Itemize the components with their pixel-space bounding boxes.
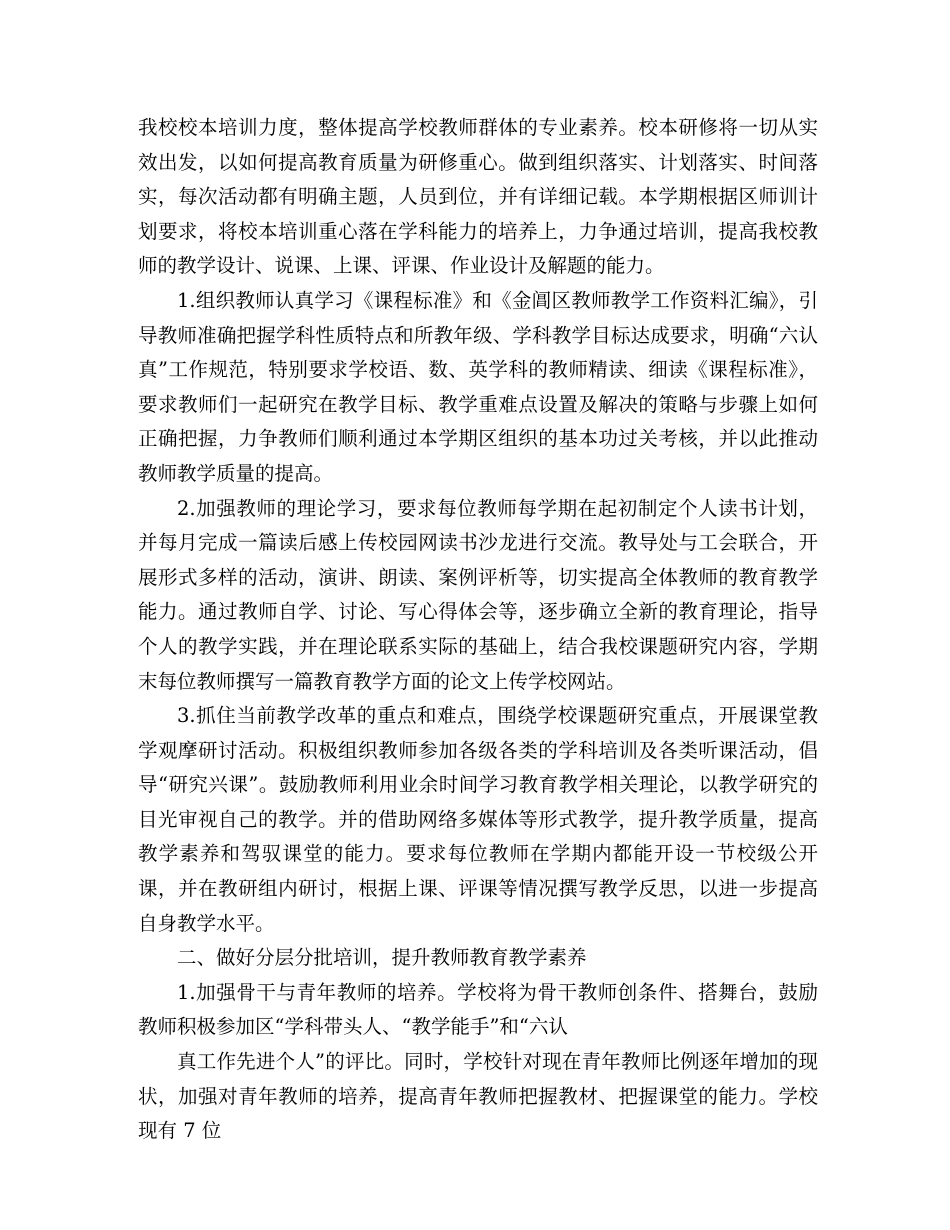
paragraph-item-2-theory: 2.加强教师的理论学习，要求每位教师每学期在起初制定个人读书计划，并每月完成一篇读后感上传校园网读书沙龙进行交流。教导处与工会联合，开展形式多样的活动，演讲、朗读、案例评析等，切实提高全体教师的教育教学能力。通过教师自学、讨论、写心得体会等，逐步确立全新的教育理论，指导个人的教学实践，并在理论联系实际的基础上，结合我校课题研究内容，学期末每位教师撰写一篇教育教学方面的论文上传学校网站。 [138, 496, 818, 693]
section-heading-2: 二、做好分层分批培训，提升教师教育教学素养 [177, 946, 587, 970]
paragraph-intro: 我校校本培训力度，整体提高学校教师群体的专业素养。校本研修将一切从实效出发，以如何提高教育质量为研修重心。做到组织落实、计划落实、时间落实，每次活动都有明确主题，人员到位，并有详细记载。本学期根据区师训计划要求，将校本培训重心落在学科能力的培养上，力争通过培训，提高我校教师的教学设计、说课、上课、评课、作业设计及解题的能力。 [138, 116, 818, 278]
paragraph-continuation: 真工作先进个人”的评比。同时，学校针对现在青年教师比例逐年增加的现状，加强对青年教师的培养，提高青年教师把握教材、把握课堂的能力。学校现有 7 位 [138, 1050, 818, 1143]
paragraph-item-1-curriculum: 1.组织教师认真学习《课程标准》和《金阊区教师教学工作资料汇编》，引导教师准确把握学科性质特点和所教年级、学科教学目标达成要求，明确“六认真”工作规范，特别要求学校语、数、英学科的教师精读、细读《课程标准》，要求教师们一起研究在教学目标、教学重难点设置及解决的策略与步骤上如何正确把握，力争教师们顺利通过本学期区组织的基本功过关考核，并以此推动教师教学质量的提高。 [138, 288, 818, 485]
document-page [138, 111, 818, 1149]
paragraph-item-1-backbone-teachers: 1.加强骨干与青年教师的培养。学校将为骨干教师创条件、搭舞台，鼓励教师积极参加区“学科带头人、“教学能手”和“六认 [138, 980, 818, 1039]
paragraph-item-3-teaching-reform: 3.抓住当前教学改革的重点和难点，围绕学校课题研究重点，开展课堂教学观摩研讨活动。积极组织教师参加各级各类的学科培训及各类听课活动，倡导“研究兴课”。鼓励教师利用业余时间学习教育教学相关理论，以教学研究的目光审视自己的教学。并的借助网络多媒体等形式教学，提升教学质量，提高教学素养和驾驭课堂的能力。要求每位教师在学期内都能开设一节校级公开课，并在教研组内研讨，根据上课、评课等情况撰写教学反思，以进一步提高自身教学水平。 [138, 704, 818, 935]
